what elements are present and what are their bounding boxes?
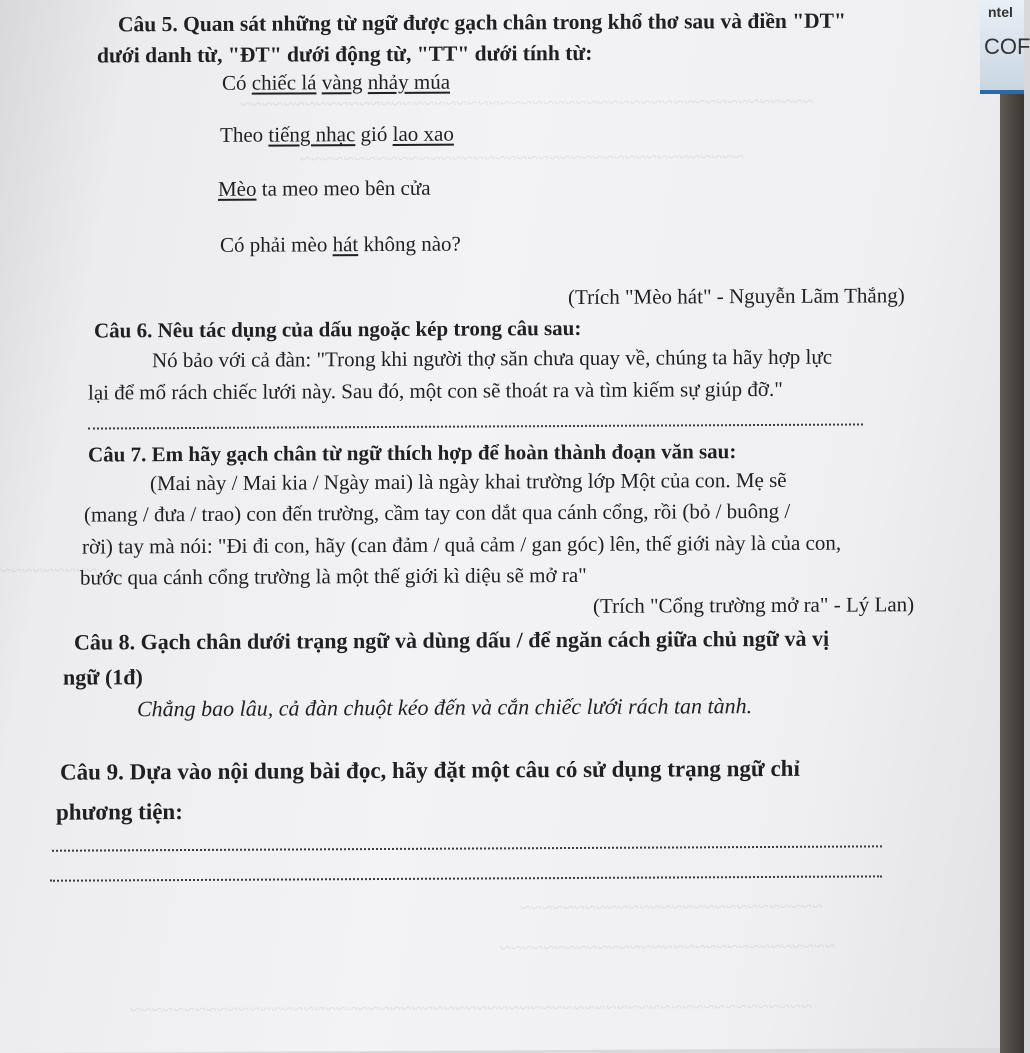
q7-text-line2: (mang / đưa / trao) con đến trường, cầm tay con dắt qua cánh cổng, rồi (bỏ / buông / — [84, 498, 791, 527]
q8-sentence: Chẳng bao lâu, cả đàn chuột kéo đến và cắn chiếc lưới rách tan tành. — [137, 693, 753, 722]
q9-title-line2: phương tiện: — [56, 799, 183, 825]
q5-prompt-line2: dưới danh từ, "ĐT" dưới động từ, "TT" dưới tính từ: — [97, 40, 593, 68]
q8-title-line1: Câu 8. Gạch chân dưới trạng ngữ và dùng dấu / để ngăn cách giữa chủ ngữ và vị — [74, 625, 830, 655]
laptop-label-line1: ntel — [988, 4, 1013, 20]
q7-source: (Trích "Cổng trường mở ra" - Lý Lan) — [593, 592, 915, 618]
q8-title-line2: ngữ (1đ) — [63, 664, 143, 690]
q6-answer-line[interactable] — [88, 423, 863, 429]
q6-title: Câu 6. Nêu tác dụng của dấu ngoặc kép trong câu sau: — [94, 315, 582, 343]
q7-text-line4: bước qua cánh cổng trường là một thế giới kì diệu sẽ mở ra" — [80, 562, 587, 590]
q5-source: (Trích "Mèo hát" - Nguyễn Lãm Thắng) — [568, 283, 905, 310]
q9-answer-line-2[interactable] — [50, 875, 882, 881]
bleed-through-text: ~~~~~~~~~~~~~~~~~~~~~~~~~~~~ — [520, 895, 823, 920]
bleed-through-text: ~~~~~~~~~~~~~~~~~~~~~~~~~~~~~~~~~~~~~~~~~ — [300, 146, 744, 171]
q5-prompt-line1: Câu 5. Quan sát những từ ngữ được gạch chân trong khổ thơ sau và điền "DT" — [118, 8, 846, 37]
poem-line-4: Có phải mèo hát không nào? — [220, 231, 461, 257]
bleed-through-text: ~~~~~~~~~~~~~~~~~~~~~~~~~~~~~~~~~~~~~~~~~~~~~~~~~~~~~ — [240, 90, 814, 116]
q9-answer-line-1[interactable] — [52, 845, 882, 851]
poem-line-2: Theo tiếng nhạc gió lao xao — [220, 121, 454, 147]
bleed-through-text: ~~~~~~~~~~~~~~~~~~~~~~~~~~~~~~~~~~~~~~~~~~~~~~~~~~~~~~~~~~~~~~~ — [130, 995, 812, 1022]
bleed-through-text: ~~~~~~~~~~~~~~~~~~~~~~~~~~~~~~~ — [500, 935, 836, 960]
q7-text-line1: (Mai này / Mai kia / Ngày mai) là ngày khai trường lớp Một của con. Mẹ sẽ — [150, 467, 787, 496]
desk-edge — [1000, 0, 1024, 1053]
poem-line-1: Có chiếc lá vàng nhảy múa — [222, 69, 451, 95]
poem-line-3: Mèo ta meo meo bên cửa — [218, 175, 431, 201]
q6-quote-line2: lại để mổ rách chiếc lưới này. Sau đó, một con sẽ thoát ra và tìm kiếm sự giúp đỡ." — [88, 376, 783, 405]
laptop-corner — [980, 0, 1030, 94]
bleed-through-text: ~~~~~~~~~ — [0, 559, 98, 582]
q6-quote-line1: Nó bảo với cả đàn: "Trong khi người thợ săn chưa quay về, chúng ta hãy hợp lực — [152, 344, 833, 373]
laptop-label-line2: COF — [984, 34, 1030, 59]
q9-title-line1: Câu 9. Dựa vào nội dung bài đọc, hãy đặt một câu có sử dụng trạng ngữ chỉ — [60, 755, 800, 785]
q7-title: Câu 7. Em hãy gạch chân từ ngữ thích hợp để hoàn thành đoạn văn sau: — [88, 439, 737, 467]
q7-text-line3: rời) tay mà nói: "Đi đi con, hãy (can đảm / quả cảm / gan góc) lên, thế giới này là của con, — [82, 530, 842, 559]
